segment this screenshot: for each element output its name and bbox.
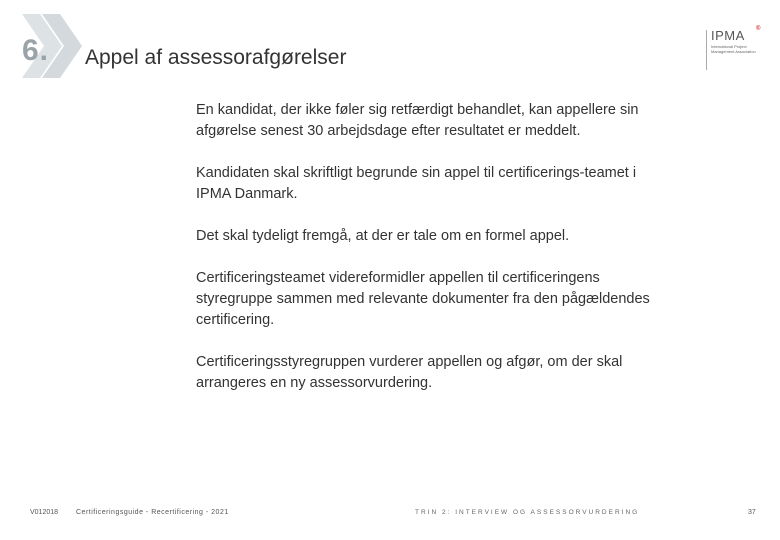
logo-name: IPMA <box>711 28 745 43</box>
page-title: Appel af assessorafgørelser <box>85 46 347 69</box>
paragraph-decision: Certificeringsstyregruppen vurderer appellen og afgør, om der skal arrangeres en ny assessorvurdering. <box>196 354 623 391</box>
logo-divider <box>706 30 707 70</box>
section-number: 6. <box>22 34 50 67</box>
paragraph-forwarding: Certificeringsteamet videreformidler appellen til certificeringens styregruppe sammen med relevante dokumenter fra den pågældendes certificering. <box>196 270 650 328</box>
footer-step: TRIN 2: INTERVIEW OG ASSESSORVURDERING <box>415 509 640 516</box>
footer-version: V012018 <box>30 509 59 516</box>
ipma-logo <box>706 28 768 72</box>
logo-registered-mark: ® <box>756 26 761 32</box>
paragraph-written-justification: Kandidaten skal skriftligt begrunde sin appel til certificerings-teamet i IPMA Danmark. <box>196 165 637 202</box>
paragraph-appeal-deadline: En kandidat, der ikke føler sig retfærdigt behandlet, kan appellere sin afgørelse senest 30 arbejdsdage efter resultatet er meddelt. <box>196 102 639 139</box>
page-number: 37 <box>748 509 756 516</box>
paragraph-formal-appeal: Det skal tydeligt fremgå, at der er tale om en formel appel. <box>196 228 570 244</box>
body-text <box>196 100 666 394</box>
logo-tagline: International Project Management Association <box>711 44 756 54</box>
footer-guide-title: Certificeringsguide - Recertificering - 2021 <box>76 509 229 516</box>
